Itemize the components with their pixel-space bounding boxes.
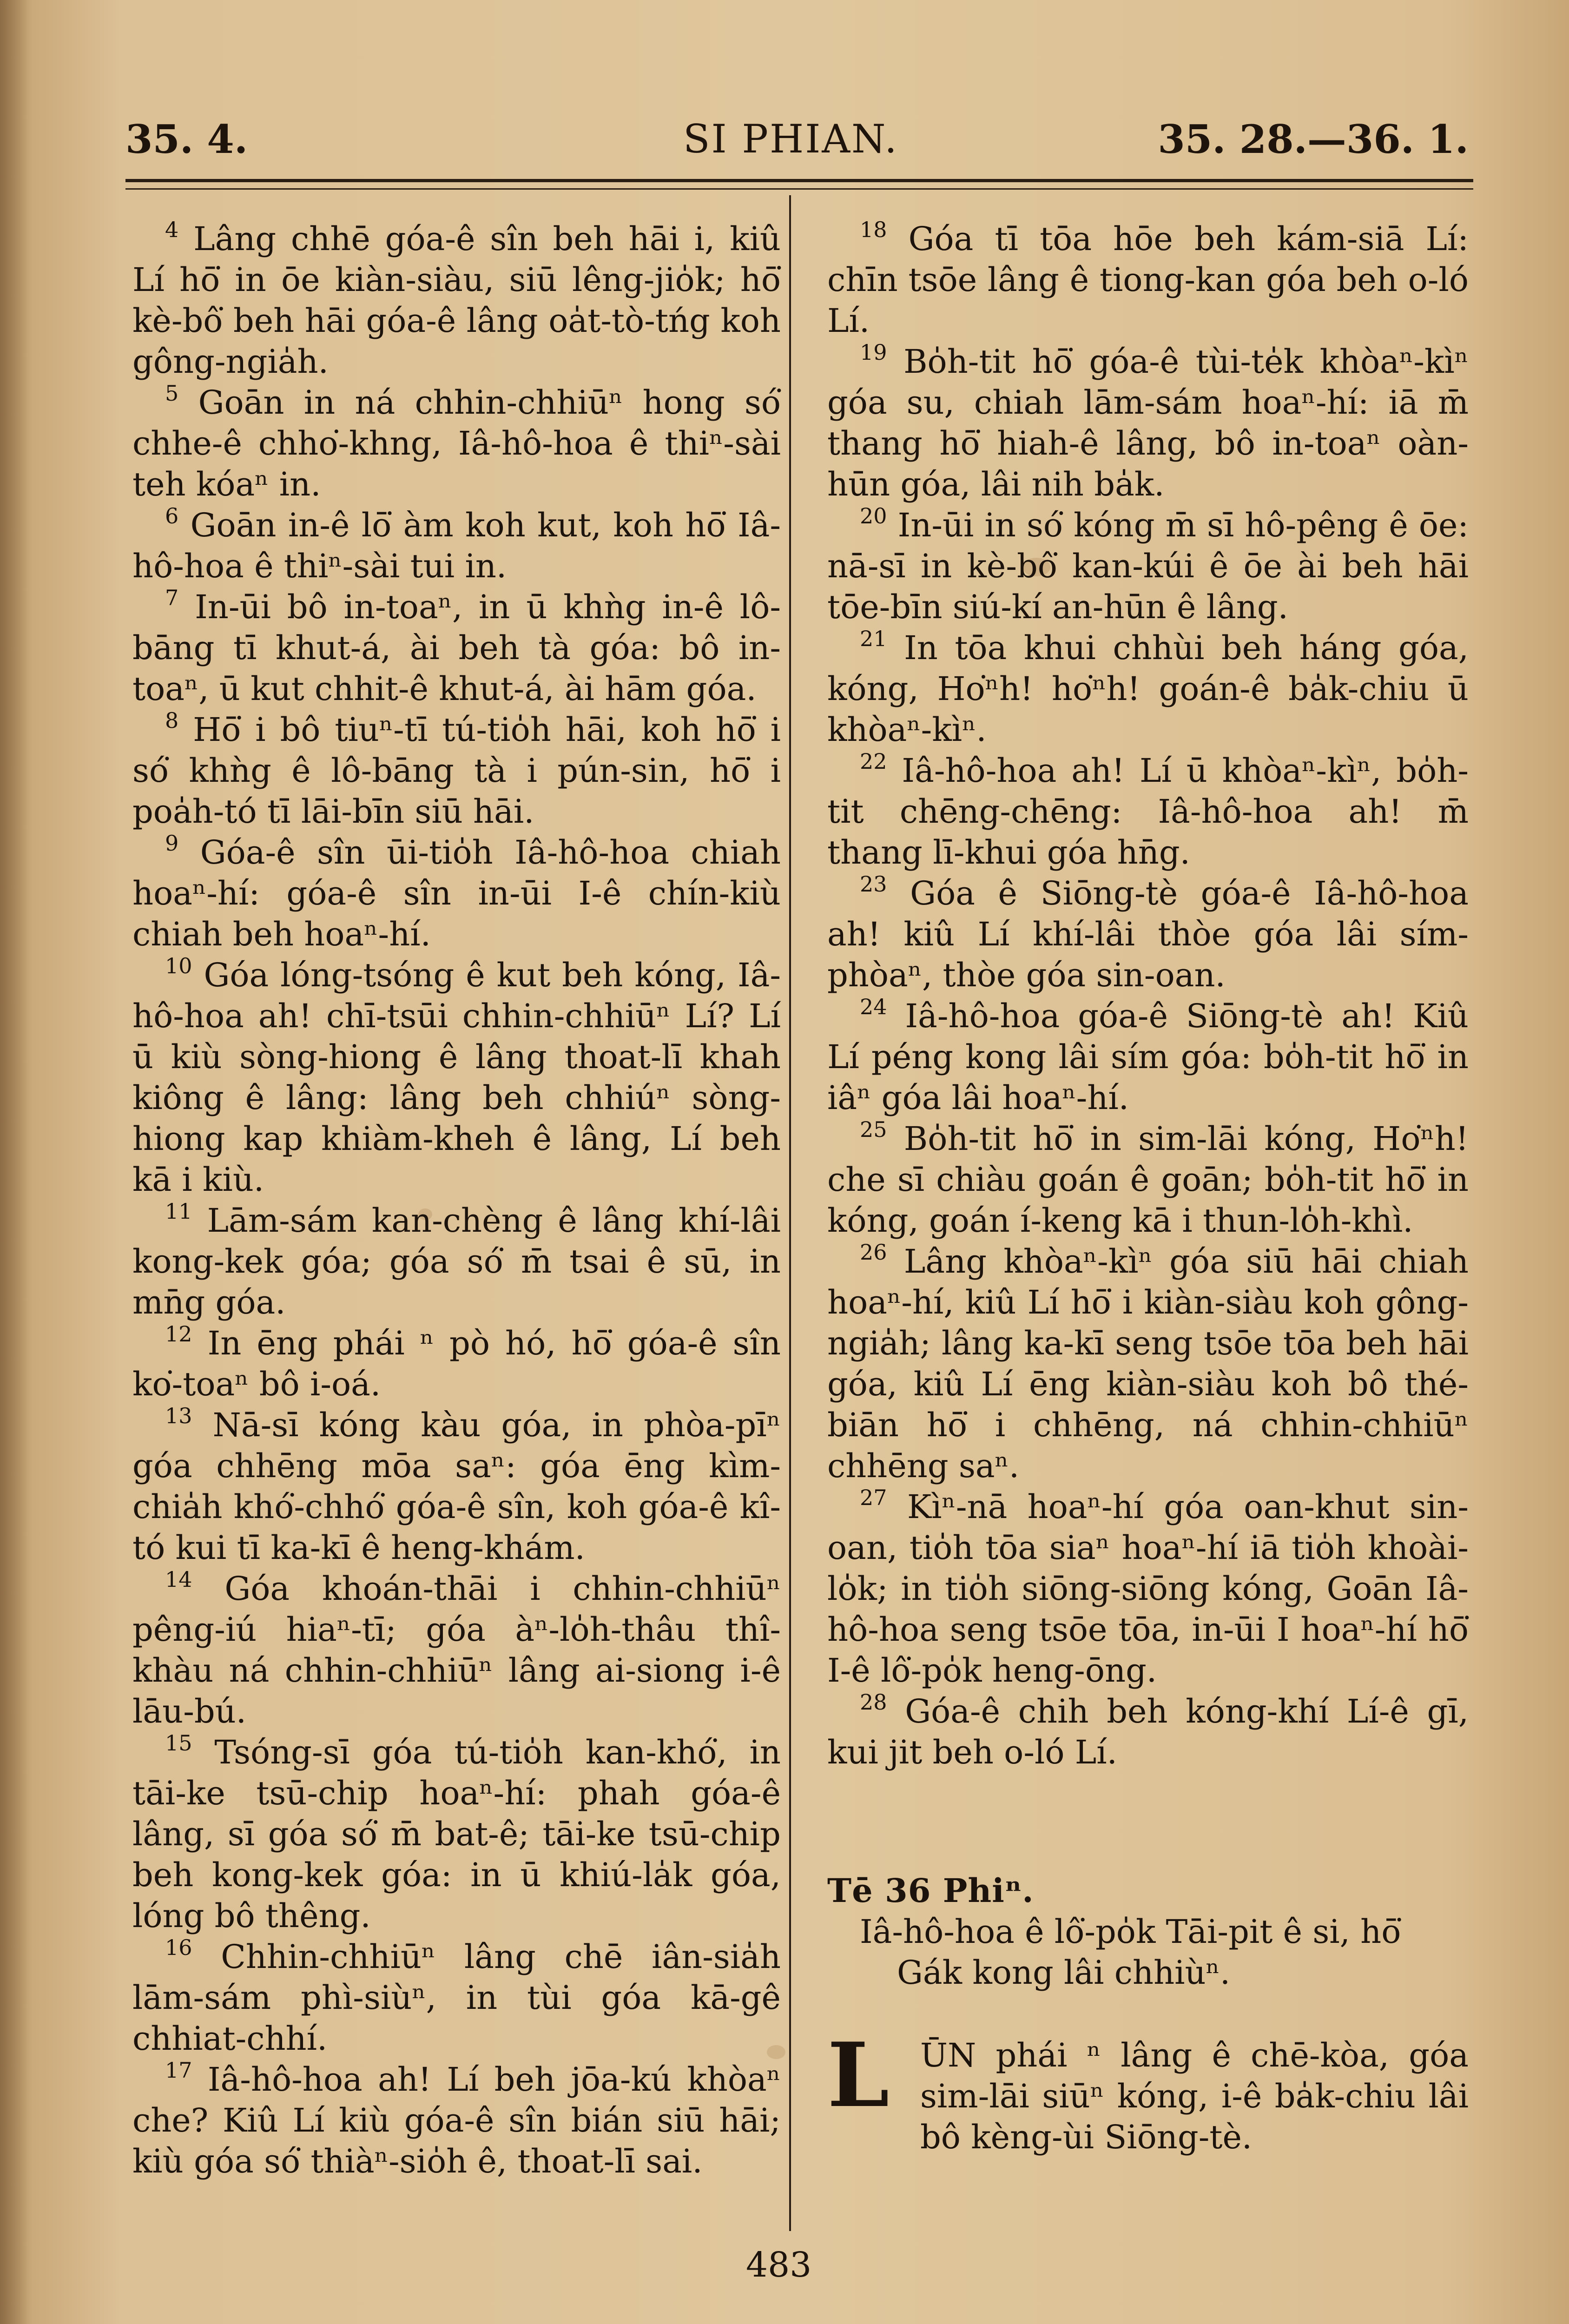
verse-text: Góa ê Siōng-tè góa-ê Iâ-hô-hoa ah! kiû Lí khí-lâi thòe góa lâi sím-phòaⁿ, thòe góa sin-oan.: [827, 874, 1469, 994]
header-title: SI PHIAN.: [683, 116, 898, 162]
header-right-ref: 35. 28.—36. 1.: [1158, 116, 1469, 162]
verse: [827, 873, 1469, 996]
summary-line-2: Gák kong lâi chhiùⁿ.: [897, 1954, 1231, 1992]
verse: [132, 1732, 781, 1936]
first-verse-lead: ŪN: [920, 2036, 976, 2074]
verse-number: 11: [165, 1199, 192, 1224]
verse: [827, 505, 1469, 627]
verse-number: 10: [165, 953, 192, 978]
verse-number: 17: [165, 2058, 192, 2083]
verse: [132, 382, 781, 505]
verse-text: Chhin-chhiūⁿ lâng chē iân-sia̍h lām-sám phì-siùⁿ, in tùi góa kā-gê chhiat-chhí.: [132, 1938, 781, 2058]
verse: [132, 955, 781, 1200]
verse-text: Góa lóng-tsóng ê kut beh kóng, Iâ-hô-hoa ah! chī-tsūi chhin-chhiūⁿ Lí? Lí ū kiù sòng-hiong ê lâng thoat-lī khah kiông ê lâng: lâng beh chhiúⁿ sòng-hiong kap khiàm-kheh ê lâng, Lí beh kā i kiù.: [132, 956, 781, 1199]
verse-number: 7: [165, 585, 179, 610]
verse-number: 25: [860, 1117, 887, 1142]
verse-number: 20: [860, 503, 887, 528]
chapter-first-verse: [827, 2023, 1469, 2158]
right-column: [827, 218, 1469, 2158]
page-header: [125, 116, 1473, 167]
first-verse-text: phái ⁿ lâng ê chē-kòa, góa sim-lāi siūⁿ kóng, i-ê ba̍k-chiu lâi bô kèng-ùi Siōng-tè.: [920, 2036, 1469, 2156]
verse-text: Bo̍h-tit hō͘ góa-ê tùi-te̍k khòaⁿ-kìⁿ góa su, chiah lām-sám hoaⁿ-hí: iā m̄ thang hō͘ hiah-ê lâng, bô in-toaⁿ oàn-hūn góa, lâi nih ba̍k.: [827, 343, 1469, 503]
verse: [132, 1323, 781, 1405]
verse: [827, 1241, 1469, 1486]
page-number: 483: [746, 2245, 812, 2285]
verse-number: 19: [860, 340, 887, 365]
verse-number: 13: [165, 1403, 192, 1428]
verse: [132, 709, 781, 832]
verse-number: 24: [860, 994, 887, 1019]
verse-text: Iâ-hô-hoa góa-ê Siōng-tè ah! Kiû Lí péng kong lâi sím góa: bo̍h-tit hō͘ in iâⁿ góa lâi hoaⁿ-hí.: [827, 997, 1469, 1117]
verse-text: Goān in-ê lō͘ àm koh kut, koh hō͘ Iâ-hô-hoa ê thiⁿ-sài tui in.: [132, 506, 781, 585]
chapter-summary: [827, 1911, 1469, 1993]
verse-number: 26: [860, 1240, 887, 1265]
verse-text: In ēng phái ⁿ pò hó, hō͘ góa-ê sîn ko͘-toaⁿ bô i-oá.: [132, 1324, 781, 1403]
verse-number: 8: [165, 708, 179, 733]
page-edge-shadow: [0, 0, 33, 2324]
verse: [132, 1200, 781, 1323]
drop-cap: L: [827, 2023, 890, 2127]
verse: [827, 1486, 1469, 1691]
verse: [827, 1691, 1469, 1773]
summary-line-1: Iâ-hô-hoa ê lô͘-po̍k Tāi-pit ê si, hō͘: [860, 1913, 1401, 1951]
column-divider: [789, 195, 791, 2231]
verse: [132, 505, 781, 587]
verse: [827, 750, 1469, 873]
right-verses: [827, 218, 1469, 1773]
verse: [132, 587, 781, 709]
verse: [827, 1118, 1469, 1241]
verse-text: In-ūi in só͘ kóng m̄ sī hô-pêng ê ōe: nā-sī in kè-bô͘ kan-kúi ê ōe ài beh hāi tōe-bīn siú-kí an-hūn ê lâng.: [827, 506, 1469, 626]
verse-text: Góa tī tōa hōe beh kám-siā Lí: chīn tsōe lâng ê tiong-kan góa beh o-ló Lí.: [827, 220, 1469, 340]
verse-text: Góa-ê chih beh kóng-khí Lí-ê gī, kui jit beh o-ló Lí.: [827, 1692, 1469, 1771]
verse-text: Góa khoán-thāi i chhin-chhiūⁿ pêng-iú hiaⁿ-tī; góa àⁿ-lo̍h-thâu thî-khàu ná chhin-chhiūⁿ lâng ai-siong i-ê lāu-bú.: [132, 1570, 781, 1730]
verse-text: Lâng chhē góa-ê sîn beh hāi i, kiû Lí hō͘ in ōe kiàn-siàu, siū lêng-jio̍k; hō͘ kè-bô͘ beh hāi góa-ê lâng oa̍t-tò-tńg koh gông-ngia̍h.: [132, 220, 781, 381]
chapter-title: Tē 36 Phiⁿ.: [827, 1871, 1034, 1910]
verse: [827, 627, 1469, 750]
verse-text: Tsóng-sī góa tú-tio̍h kan-khó͘, in tāi-ke tsū-chip hoaⁿ-hí: phah góa-ê lâng, sī góa só͘ m̄ bat-ê; tāi-ke tsū-chip beh kong-kek góa: in ū khiú-la̍k góa, lóng bô thêng.: [132, 1733, 781, 1935]
header-rule-thick: [125, 179, 1473, 182]
verse: [132, 1936, 781, 2059]
verse-number: 15: [165, 1730, 192, 1756]
verse-text: Góa-ê sîn ūi-tio̍h Iâ-hô-hoa chiah hoaⁿ-hí: góa-ê sîn in-ūi I-ê chín-kiù chiah beh hoaⁿ-hí.: [132, 833, 781, 953]
verse: [827, 341, 1469, 505]
verse-number: 28: [860, 1690, 887, 1715]
verse-text: Goān in ná chhin-chhiūⁿ hong só͘ chhe-ê chho͘-khng, Iâ-hô-hoa ê thiⁿ-sài teh kóaⁿ in.: [132, 383, 781, 503]
verse-text: Iâ-hô-hoa ah! Lí beh jōa-kú khòaⁿ che? Kiû Lí kiù góa-ê sîn bián siū hāi; kiù góa só͘ thiàⁿ-sio̍h ê, thoat-lī sai.: [132, 2060, 781, 2180]
verse: [132, 832, 781, 955]
verse: [132, 1405, 781, 1568]
verse-number: 27: [860, 1485, 887, 1510]
verse-number: 14: [165, 1567, 192, 1592]
verse-number: 9: [165, 831, 179, 856]
verse-text: Lâng khòaⁿ-kìⁿ góa siū hāi chiah hoaⁿ-hí, kiû Lí hō͘ i kiàn-siàu koh gông-ngia̍h; lâng ka-kī seng tsōe tōa beh hāi góa, kiû Lí ēng kiàn-siàu koh bô thé-biān hō͘ i chhēng, ná chhin-chhiūⁿ chhēng saⁿ.: [827, 1242, 1469, 1485]
verse-text: Hō͘ i bô tiuⁿ-tī tú-tio̍h hāi, koh hō͘ i só͘ khǹg ê lô-bāng tà i pún-sin, hō͘ i poa̍h-tó tī lāi-bīn siū hāi.: [132, 711, 781, 831]
verse-text: Iâ-hô-hoa ah! Lí ū khòaⁿ-kìⁿ, bo̍h-tit chēng-chēng: Iâ-hô-hoa ah! m̄ thang lī-khui góa hn̄g.: [827, 752, 1469, 872]
verse-number: 16: [165, 1935, 192, 1960]
left-column: [132, 218, 781, 2182]
verse: [827, 218, 1469, 341]
verse: [827, 996, 1469, 1118]
verse-number: 5: [165, 381, 179, 406]
verse-text: Lām-sám kan-chèng ê lâng khí-lâi kong-kek góa; góa só͘ m̄ tsai ê sū, in mn̄g góa.: [132, 1202, 781, 1321]
header-rule-thin: [125, 188, 1473, 190]
verse-number: 22: [860, 749, 887, 774]
verse: [132, 1568, 781, 1732]
verse-text: Kìⁿ-nā hoaⁿ-hí góa oan-khut sin-oan, tio̍h tōa siaⁿ hoaⁿ-hí iā tio̍h khoài-lo̍k; in tio̍h siōng-siōng kóng, Goān Iâ-hô-hoa seng tsōe tōa, in-ūi I hoaⁿ-hí hō͘ I-ê lô͘-po̍k heng-ōng.: [827, 1488, 1469, 1690]
header-left-ref: 35. 4.: [125, 116, 248, 162]
verse-text: Nā-sī kóng kàu góa, in phòa-pīⁿ góa chhēng mōa saⁿ: góa ēng kìm-chia̍h khó͘-chhó͘ góa-ê sîn, koh góa-ê kî-tó kui tī ka-kī ê heng-khám.: [132, 1406, 781, 1567]
verse: [132, 218, 781, 382]
verse-text: In tōa khui chhùi beh háng góa, kóng, Ho͘ⁿh! ho͘ⁿh! goán-ê ba̍k-chiu ū khòaⁿ-kìⁿ.: [827, 629, 1469, 749]
verse-number: 12: [165, 1321, 192, 1347]
verse-text: Bo̍h-tit hō͘ in sim-lāi kóng, Ho͘ⁿh! che sī chiàu goán ê goān; bo̍h-tit hō͘ in kóng, goán í-keng kā i thun-lo̍h-khì.: [827, 1120, 1469, 1240]
verse-number: 23: [860, 872, 887, 897]
verse: [132, 2059, 781, 2182]
verse-number: 18: [860, 217, 887, 242]
verse-text: In-ūi bô in-toaⁿ, in ū khǹg in-ê lô-bāng tī khut-á, ài beh tà góa: bô in-toaⁿ, ū kut chhit-ê khut-á, ài hām góa.: [132, 588, 781, 708]
verse-number: 6: [165, 503, 179, 528]
verse-number: 21: [860, 626, 887, 651]
verse-number: 4: [165, 217, 179, 242]
